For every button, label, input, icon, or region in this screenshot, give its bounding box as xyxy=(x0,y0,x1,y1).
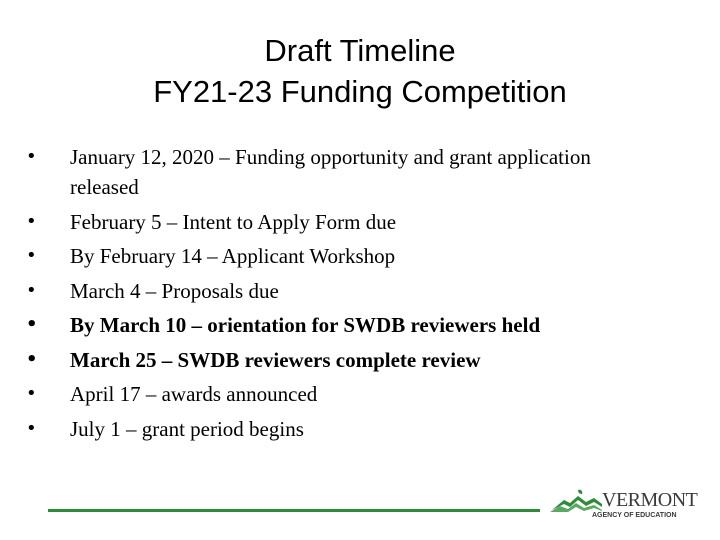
timeline-item-text: March 4 – Proposals due xyxy=(70,278,279,303)
timeline-item-text: January 12, 2020 – Funding opportunity and grant application released xyxy=(70,145,591,199)
mountain-icon xyxy=(550,488,610,514)
bullet-marker: • xyxy=(26,383,37,404)
vermont-aoe-logo xyxy=(550,488,698,522)
timeline-item xyxy=(24,207,664,237)
timeline-item xyxy=(24,379,664,409)
bullet-marker: • xyxy=(26,279,37,301)
slide-title xyxy=(0,30,720,112)
bullet-marker: • xyxy=(26,245,37,266)
timeline-item-text: July 1 – grant period begins xyxy=(70,416,304,441)
timeline-item xyxy=(24,310,664,340)
timeline-item-text: By March 10 – orientation for SWDB reviewers held xyxy=(70,313,541,337)
footer-divider xyxy=(48,509,540,512)
timeline-item xyxy=(24,142,664,202)
bullet-marker: • xyxy=(26,417,37,439)
title-line-2: FY21-23 Funding Competition xyxy=(153,74,567,109)
timeline-item xyxy=(24,345,664,375)
timeline-item-text: February 5 – Intent to Apply Form due xyxy=(70,209,397,234)
logo-subtitle: AGENCY OF EDUCATION xyxy=(592,512,677,519)
timeline-item-text: March 25 – SWDB reviewers complete review xyxy=(70,347,481,372)
bullet-marker: • xyxy=(26,146,37,167)
logo-wordmark: VERMONT xyxy=(602,489,698,511)
bullet-marker: • xyxy=(26,314,38,335)
bullet-marker: • xyxy=(26,348,38,370)
timeline-item-text: By February 14 – Applicant Workshop xyxy=(70,244,396,268)
title-line-1: Draft Timeline xyxy=(264,33,456,68)
timeline-item-text: April 17 – awards announced xyxy=(70,382,318,406)
timeline-item xyxy=(24,414,664,444)
timeline-item xyxy=(24,241,664,271)
timeline-list xyxy=(24,142,664,448)
bullet-marker: • xyxy=(26,210,37,232)
timeline-item xyxy=(24,276,664,306)
